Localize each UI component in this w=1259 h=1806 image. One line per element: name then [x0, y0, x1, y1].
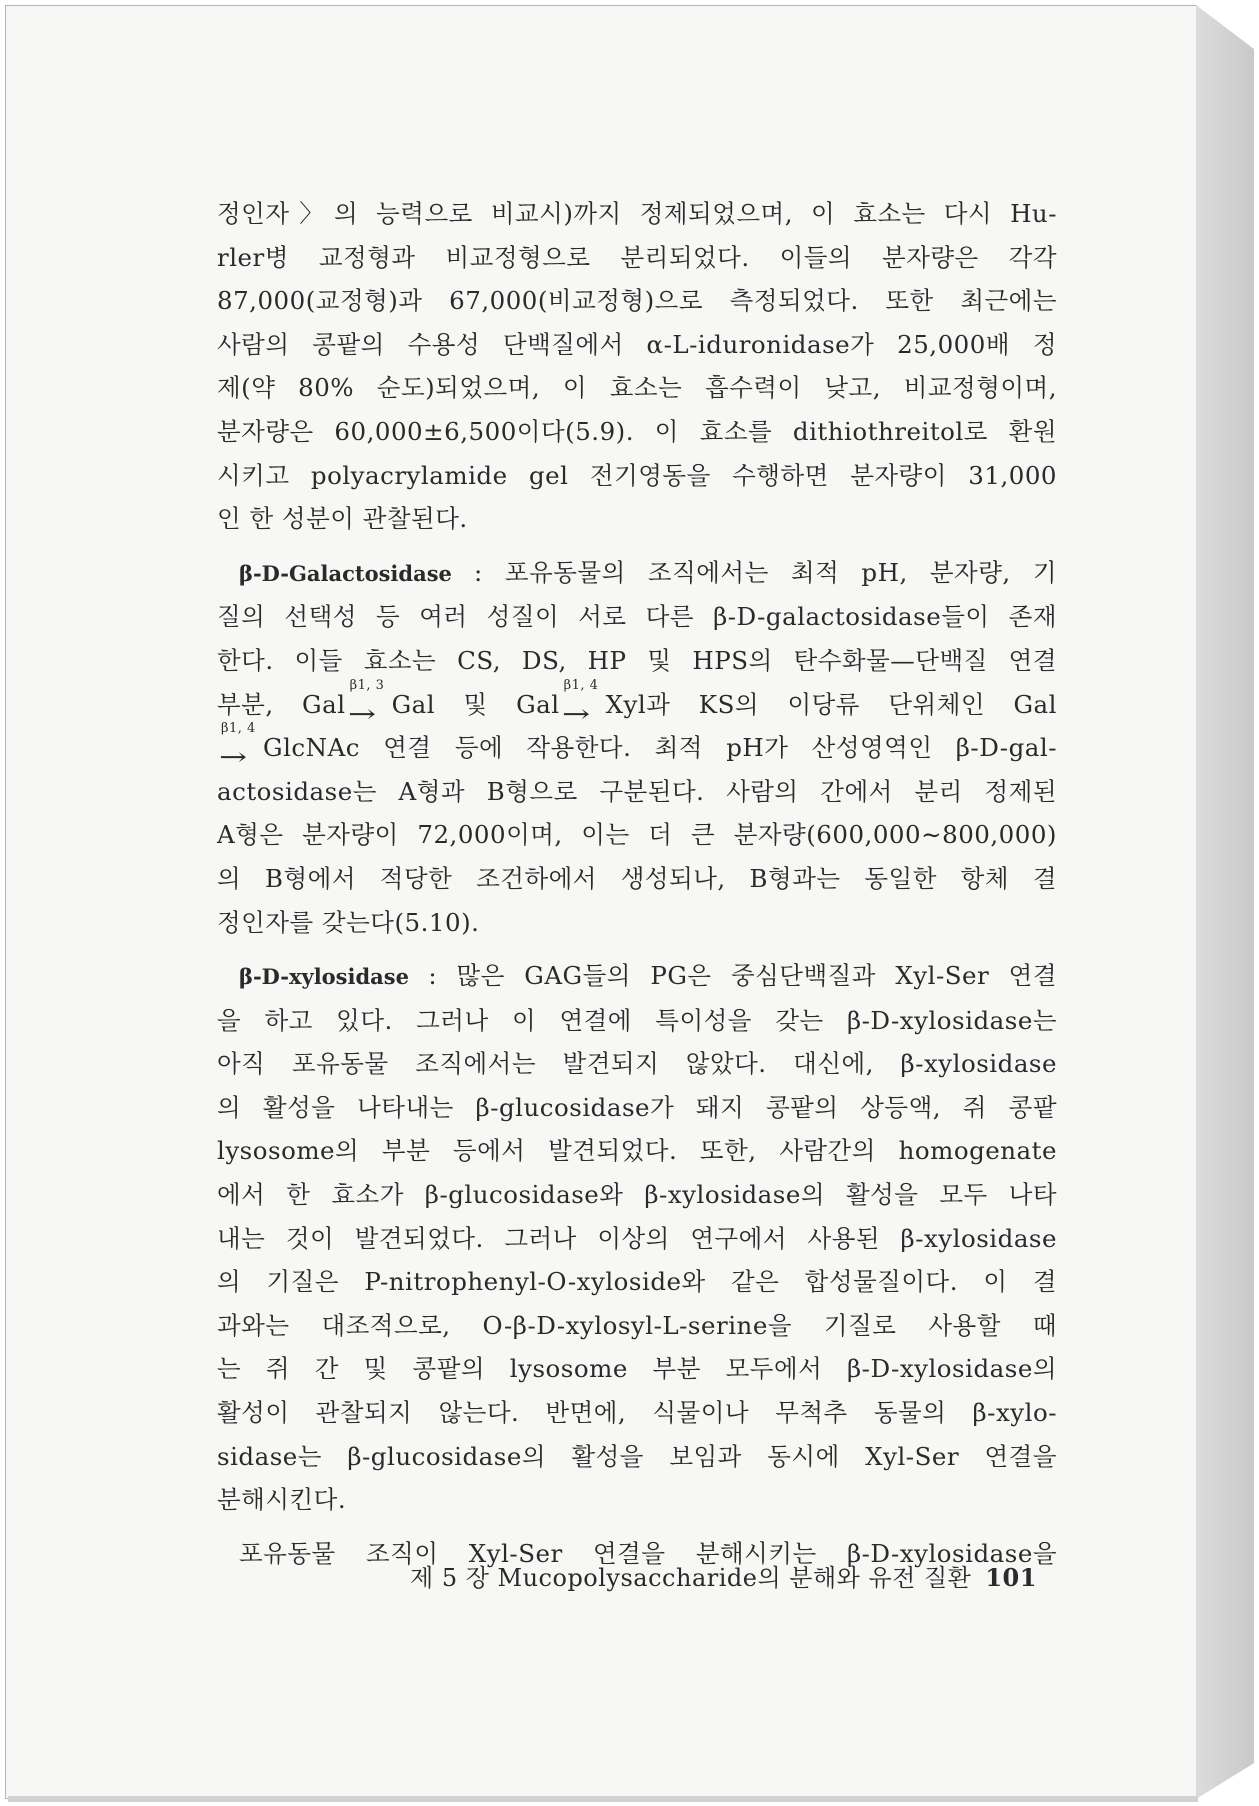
text-line: 는 쥐 간 및 콩팥의 lysosome 부분 모두에서 β-D-xylosidase의	[217, 1354, 1057, 1384]
page-number: 101	[985, 1563, 1037, 1592]
text-line	[217, 551, 1057, 596]
text-line: 에서 한 효소가 β-glucosidase와 β-xylosidase의 활성을 모두 나타	[217, 1180, 1057, 1210]
text-line: 제(약 80% 순도)되었으며, 이 효소는 흡수력이 낮고, 비교정형이며,	[217, 373, 1057, 403]
text-line	[217, 954, 1057, 999]
text-line: 을 하고 있다. 그러나 이 연결에 특이성을 갖는 β-D-xylosidase는	[217, 1005, 1057, 1035]
text-line: 분자량은 60,000±6,500이다(5.9). 이 효소를 dithiothreitol로 환원	[217, 416, 1057, 446]
text-line: 의 B형에서 적당한 조건하에서 생성되나, B형과는 동일한 항체 결	[217, 863, 1057, 893]
term-galactosidase: β-D-Galactosidase	[239, 560, 452, 586]
page-edge-shadow	[1196, 5, 1254, 1799]
text-line: 활성이 관찰되지 않는다. 반면에, 식물이나 무척추 동물의 β-xylo-	[217, 1398, 1057, 1428]
text-line: 내는 것이 발견되었다. 그러나 이상의 연구에서 사용된 β-xylosidase	[217, 1223, 1057, 1253]
text-line: 사람의 콩팥의 수용성 단백질에서 α-L-iduronidase가 25,000배 정	[217, 329, 1057, 359]
text-run: : 많은 GAG들의 PG은 중심단백질과 Xyl-Ser 연결	[408, 961, 1057, 991]
running-footer	[410, 1558, 1037, 1593]
text-run: : 포유동물의 조직에서는 최적 pH, 분자량, 기	[451, 557, 1057, 587]
text-line: 정인자〉의 능력으로 비교시)까지 정제되었으며, 이 효소는 다시 Hu-	[217, 199, 1057, 228]
text-line	[217, 677, 1057, 728]
glycosidic-bond-arrow: β1, 3 →	[347, 677, 385, 728]
text-run: Xyl과 KS의 이당류 단위체인 Gal	[605, 689, 1057, 719]
text-line: 의 기질은 P-nitrophenyl-O-xyloside와 같은 합성물질이다. 이 결	[217, 1267, 1057, 1297]
text-line: A형은 분자량이 72,000이며, 이는 더 큰 분자량(600,000∼800,000)	[217, 820, 1057, 850]
body-text	[217, 192, 1057, 1575]
text-line: 과와는 대조적으로, O-β-D-xylosyl-L-serine을 기질로 사용할 때	[217, 1310, 1057, 1340]
bond-label: β1, 4	[563, 677, 599, 693]
text-line: 87,000(교정형)과 67,000(비교정형)으로 측정되었다. 또한 최근에는	[217, 286, 1057, 316]
bond-label: β1, 3	[349, 677, 385, 693]
glycosidic-bond-arrow: β1, 4 →	[219, 721, 256, 772]
paragraph-1	[217, 192, 1057, 541]
chapter-title: 제 5 장 Mucopolysaccharide의 분해와 유전 질환	[410, 1564, 972, 1592]
text-run: GlcNAc 연결 등에 작용한다. 최적 pH가 산성영역인 β-D-gal-	[263, 733, 1057, 763]
text-line: 한다. 이들 효소는 CS, DS, HP 및 HPS의 탄수화물—단백질 연결	[217, 645, 1057, 675]
page-bottom-shadow	[8, 1796, 1198, 1802]
text-line: 시키고 polyacrylamide gel 전기영동을 수행하면 분자량이 31,000	[217, 460, 1057, 490]
text-line: lysosome의 부분 등에서 발견되었다. 또한, 사람간의 homogenate	[217, 1136, 1057, 1166]
text-line: 의 활성을 나타내는 β-glucosidase가 돼지 콩팥의 상등액, 쥐 콩팥	[217, 1092, 1057, 1122]
text-line: 정인자를 갖는다(5.10).	[217, 907, 480, 937]
glycosidic-bond-arrow: β1, 4 →	[561, 677, 599, 728]
term-xylosidase: β-D-xylosidase	[239, 964, 409, 990]
text-line: 질의 선택성 등 여러 성질이 서로 다른 β-D-galactosidase들이 존재	[217, 602, 1057, 632]
paragraph-xylosidase	[217, 954, 1057, 1522]
text-line: sidase는 β-glucosidase의 활성을 보임과 동시에 Xyl-Ser 연결을	[217, 1441, 1057, 1471]
text-line	[217, 721, 1057, 772]
text-line: rler병 교정형과 비교정형으로 분리되었다. 이들의 분자량은 각각	[217, 242, 1057, 272]
text-line: 인 한 성분이 관찰된다.	[217, 504, 468, 534]
text-run: Gal 및 Gal	[391, 689, 560, 719]
paragraph-galactosidase	[217, 551, 1057, 944]
text-line: 분해시킨다.	[217, 1485, 347, 1515]
text-line: actosidase는 A형과 B형으로 구분된다. 사람의 간에서 분리 정제된	[217, 776, 1057, 806]
bond-label: β1, 4	[221, 721, 256, 737]
text-line: 포유동물 조직이 Xyl-Ser 연결을 분해시키는 β-D-xylosidase을	[239, 1538, 1057, 1568]
text-run: 부분, Gal	[217, 689, 346, 719]
text-line: 아직 포유동물 조직에서는 발견되지 않았다. 대신에, β-xylosidase	[217, 1049, 1057, 1079]
